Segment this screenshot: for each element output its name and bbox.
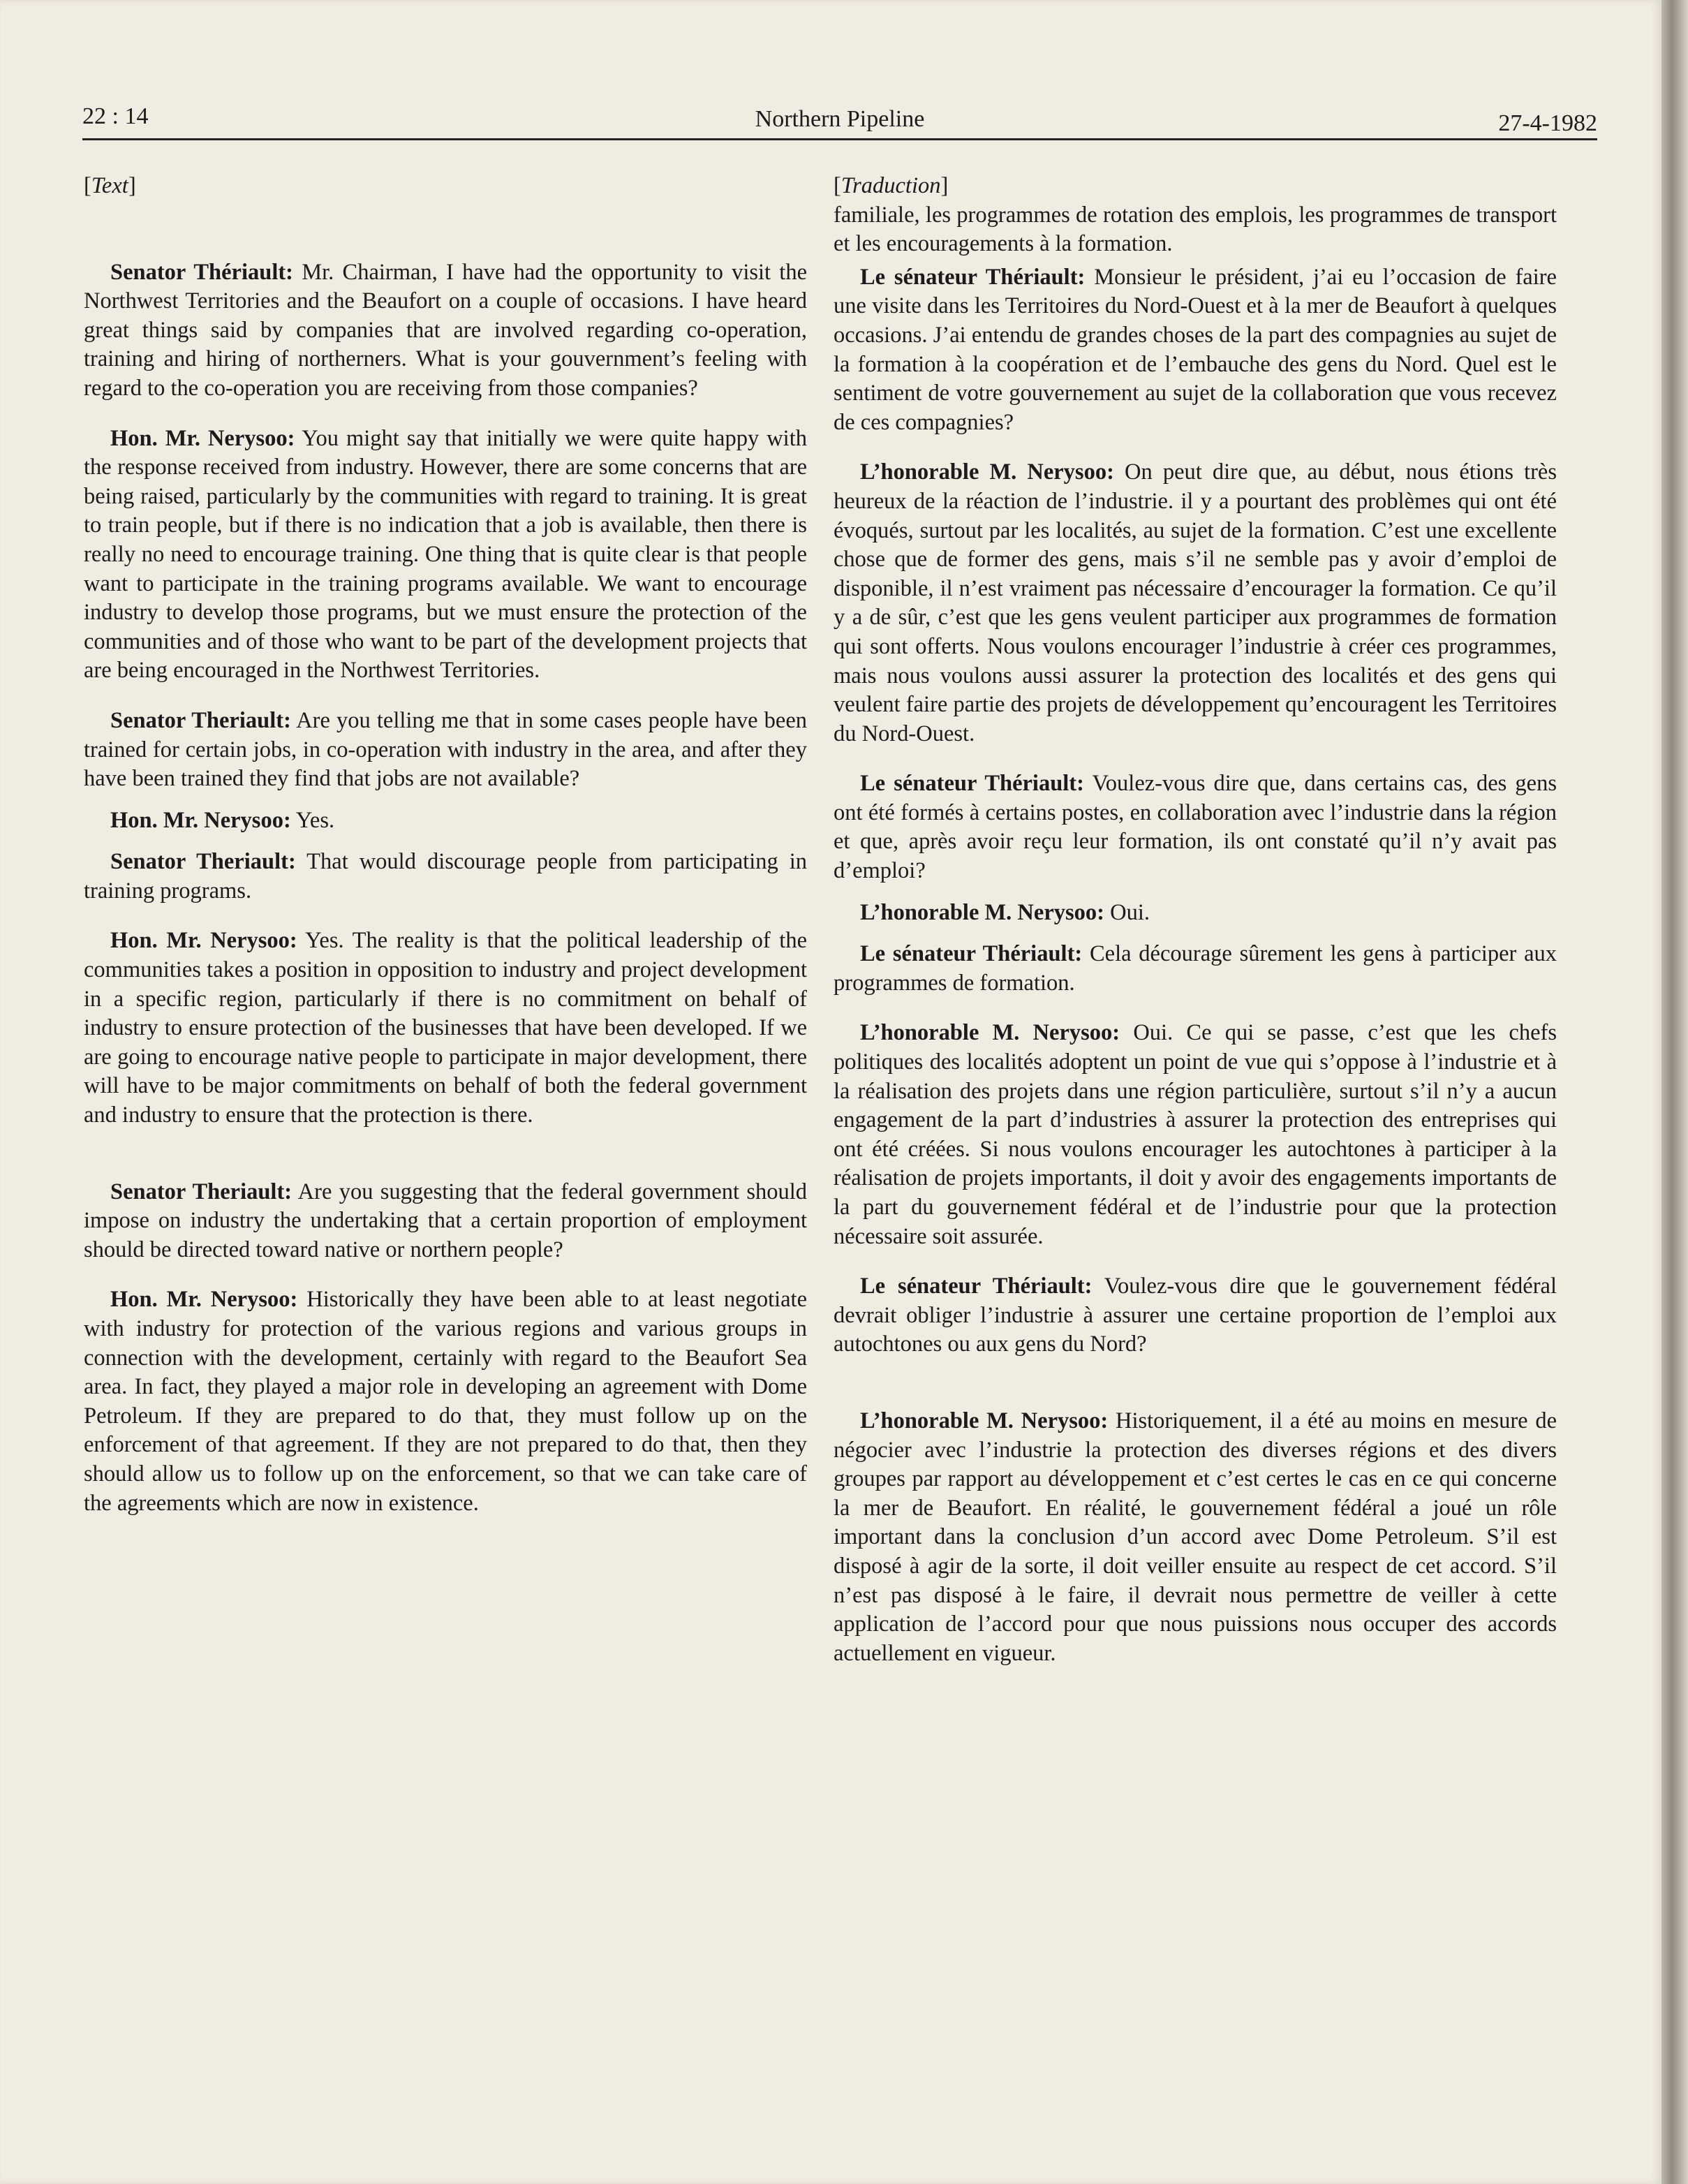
section-tag: [Text] <box>84 173 136 198</box>
speaker-name: L’honorable M. Nerysoo: <box>860 1408 1109 1433</box>
speech-paragraph <box>834 940 1557 998</box>
speech-text: Voulez-vous dire que, dans certains cas, des gens ont été formés à certains postes, en collaboration avec l’industrie dans la région et que, après avoir reçu leur formation, ils ont constaté qu’il n’y avait pas d’emploi? <box>834 771 1557 884</box>
speaker-name: Senator Theriault: <box>110 849 296 875</box>
speaker-name: Le sénateur Thériault: <box>860 771 1084 797</box>
speech-paragraph <box>834 1019 1557 1251</box>
speech-text: On peut dire que, au début, nous étions très heureux de la réaction de l’industrie. il y a pourtant des problèmes qui ont été évoqués, surtout par les localités, au sujet de la formation. C’est une excellente chose que de former des gens, mais s’il ne semble pas y avoir d’emploi de disponible, il n’est vraiment pas nécessaire d’encourager la formation. Ce qu’il y a de sûr, c’est que les gens veulent participer aux programmes de formation qui sont offerts. Nous voulons encourager l’industrie à créer ces programmes, mais nous voulons aussi assurer la protection des localités et des gens qui veulent faire partie des projets de développement qu’encouragent les Territoires du Nord-Ouest. <box>834 459 1557 746</box>
speaker-name: Le sénateur Thériault: <box>860 941 1083 967</box>
book-binding-edge <box>1661 0 1688 2184</box>
section-tag: [Traduction] <box>834 173 949 198</box>
speaker-name: Senator Theriault: <box>110 1179 293 1204</box>
speaker-name: L’honorable M. Nerysoo: <box>860 1020 1120 1046</box>
speaker-name: Hon. Mr. Nerysoo: <box>110 425 295 451</box>
speech-paragraph <box>84 1285 807 1518</box>
speech-text: Yes. The reality is that the political leadership of the communities takes a position in opposition to industry and project development in a specific region, particularly if there is no commitment on behalf of industry to ensure protection of the businesses that have been developed. If we are going to encourage native people to participate in major development, there will have to be major commitments on behalf of both the federal government and industry to ensure that the protection is there. <box>84 928 808 1128</box>
speech-paragraph <box>834 1407 1557 1668</box>
speech-text: Historiquement, il a été au moins en mesure de négocier avec l’industrie la protection des diverses régions et des divers groupes par rapport au développement et c’est certes le cas en ce qui concerne la mer de Beaufort. En réalité, le gouvernement fédéral a joué un rôle important dans la conclusion d’un accord avec Dome Petroleum. S’il est disposé à agir de la sorte, il doit veiller ensuite au respect de cet accord. S’il n’est pas disposé à le faire, il devrait nous permettre de veiller à cette application de l’accord pour que nous puissions nous occuper des accords actuellement en vigueur. <box>834 1408 1557 1666</box>
speech-paragraph <box>834 1272 1557 1359</box>
speech-paragraph <box>84 425 807 686</box>
speech-text: That would discourage people from participating in training programs. <box>84 849 807 903</box>
speaker-name: Hon. Mr. Nerysoo: <box>110 807 291 833</box>
speech-paragraph <box>834 899 1557 928</box>
speech-paragraph <box>834 769 1557 885</box>
speaker-name: L’honorable M. Nerysoo: <box>860 899 1104 925</box>
speech-paragraph <box>84 927 807 1130</box>
speech-paragraph <box>84 806 807 836</box>
page-header <box>82 103 1597 142</box>
speech-text: Mr. Chairman, I have had the opportunity to visit the Northwest Territories and the Beaufort on a couple of occasions. I have heard great things said by companies that are involved regarding co-operation, training and hiring of northerners. What is your gouvernment’s feeling with regard to the co-operation you are receiving from those companies? <box>84 259 808 401</box>
page-number: 22 : 14 <box>82 103 149 129</box>
speaker-name: Hon. Mr. Nerysoo: <box>110 928 297 954</box>
header-rule <box>82 138 1597 140</box>
speech-paragraph <box>84 258 807 404</box>
speech-text: Cela décourage sûrement les gens à participer aux programmes de formation. <box>834 941 1557 996</box>
speech-text: Are you suggesting that the federal government should impose on industry the undertaking that a certain proportion of employment should be directed toward native or northern people? <box>84 1179 807 1262</box>
speech-paragraph <box>84 1178 807 1265</box>
speech-paragraph <box>834 458 1557 748</box>
speech-text: Oui. <box>1110 899 1150 925</box>
speech-text: Monsieur le président, j’ai eu l’occasion de faire une visite dans les Territoires du Nord-Ouest et à la mer de Beaufort à quelques occasions. J’ai entendu de grandes choses de la part des compagnies au sujet de la formation à la coopération et de l’embauche des gens du Nord. Quel est le sentiment de votre gouvernement au sujet de la collaboration que vous recevez de ces compagnies? <box>834 264 1557 435</box>
speaker-name: Senator Theriault: <box>110 707 291 733</box>
english-column <box>84 172 807 1518</box>
french-column <box>834 172 1557 1668</box>
speaker-name: Senator Thériault: <box>110 259 294 285</box>
speech-text: Voulez-vous dire que le gouvernement fédéral devrait obliger l’industrie à assurer une certaine proportion de l’emploi aux autochtones ou aux gens du Nord? <box>834 1274 1557 1357</box>
speaker-name: Le sénateur Thériault: <box>860 264 1086 290</box>
speech-text: Oui. Ce qui se passe, c’est que les chefs politiques des localités adoptent un point de vue qui s’oppose à l’industrie et à la réalisation des projets dans une région particulière, surtout s’il n’y a aucun engagement de la part d’industries à assurer la protection des entreprises qui ont été créées. Si nous voulons encourager les autochtones à participer à la réalisation de projets importants, il doit y avoir des engagements importants de la part du gouvernement fédéral et de l’industrie pour que la protection nécessaire soit assurée. <box>834 1020 1557 1249</box>
speaker-name: Le sénateur Thériault: <box>860 1274 1093 1299</box>
speech-text: Yes. <box>295 807 335 833</box>
speech-text: Historically they have been able to at least negotiate with industry for protection of the various regions and various groups in connection with the development, certainly with regard to the Beaufort Sea area. In fact, they played a major role in developing an agreement with Dome Petroleum. If they are prepared to do that, they must follow up on the enforcement of that agreement. If they are not prepared to do that, then they should allow us to follow up on the enforcement, so that we can take care of the agreements which are now in existence. <box>84 1287 808 1516</box>
speech-text: You might say that initially we were quite happy with the response received from industry. However, there are some concerns that are being raised, particularly by the communities with regard to training. It is great to train people, but if there is no indication that a job is available, then there is really no need to encourage training. One thing that is quite clear is that people want to participate in the training programs available. We want to encourage industry to develop those programs, but we must ensure the protection of the communities and of those who want to be part of the development projects that are being encouraged in the Northwest Territories. <box>84 425 807 684</box>
speech-paragraph <box>834 263 1557 438</box>
publication-title: Northern Pipeline <box>755 106 925 132</box>
page-date: 27-4-1982 <box>1498 110 1597 136</box>
continuation-paragraph: familiale, les programmes de rotation des emplois, les programmes de transport et les encouragements à la formation. <box>834 202 1557 257</box>
speech-paragraph <box>84 848 807 906</box>
speaker-name: L’honorable M. Nerysoo: <box>860 459 1114 485</box>
speech-paragraph <box>84 707 807 794</box>
speaker-name: Hon. Mr. Nerysoo: <box>110 1287 298 1313</box>
speech-text: Are you telling me that in some cases people have been trained for certain jobs, in co-operation with industry in the area, and after they have been trained they find that jobs are not available? <box>84 707 807 792</box>
